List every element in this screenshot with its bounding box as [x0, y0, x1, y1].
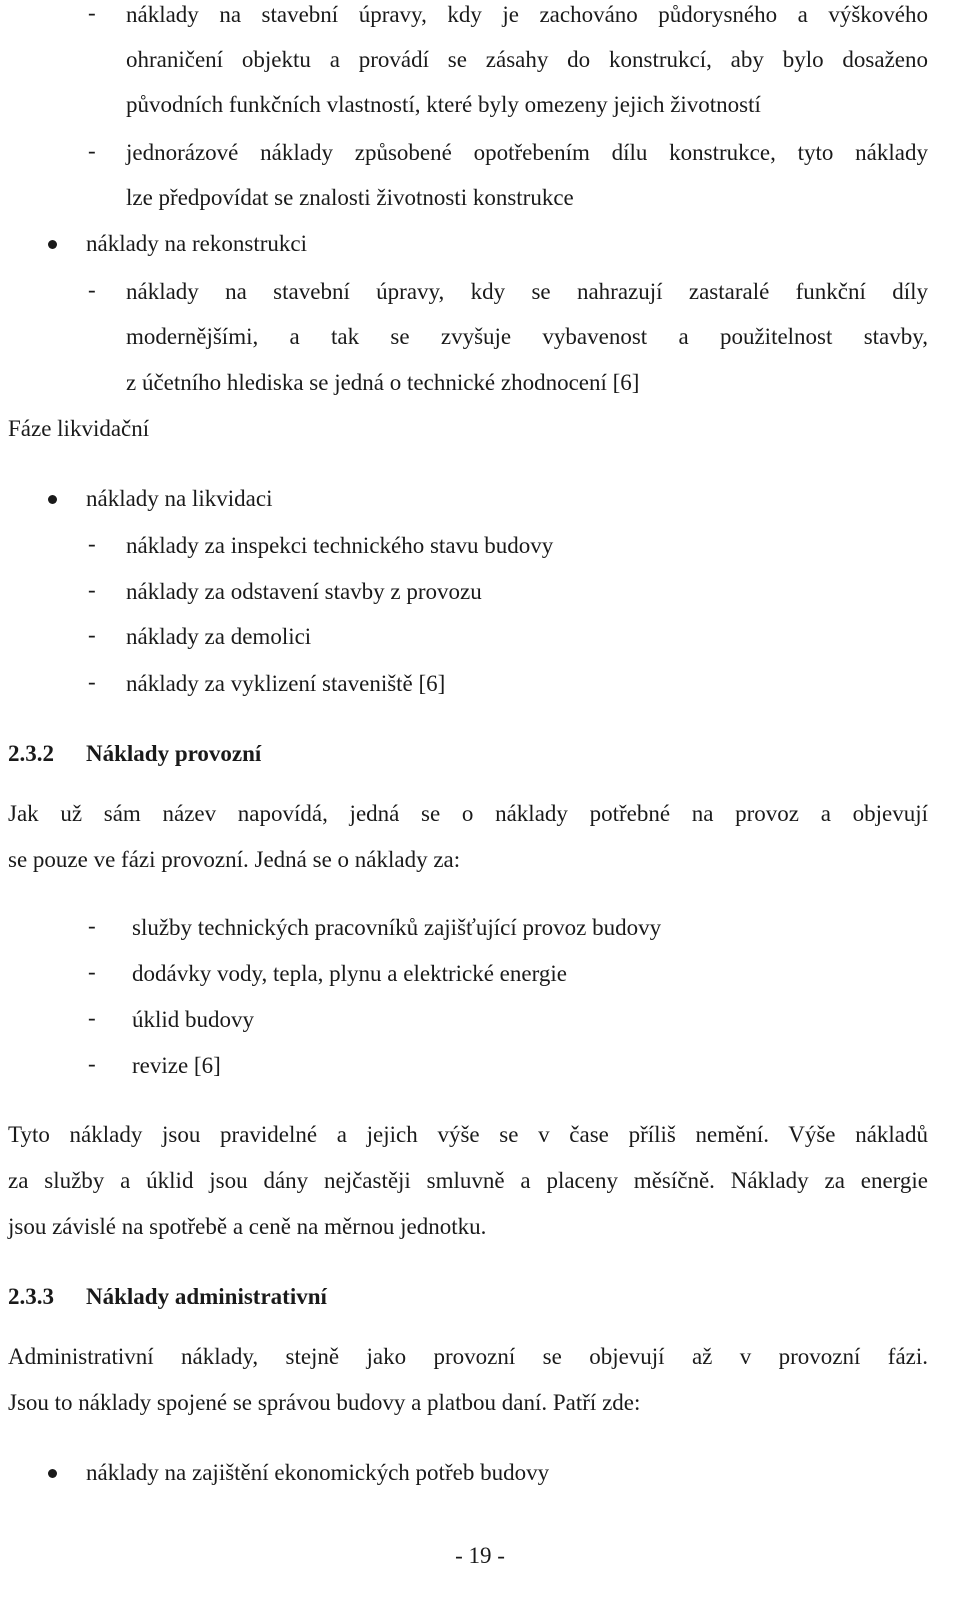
list-item-text: lze předpovídat se znalosti životnosti konstrukce — [126, 185, 574, 210]
list-dash: - — [88, 669, 96, 694]
phase-heading: Fáze likvidační — [8, 416, 150, 441]
bullet-item-text: náklady na likvidaci — [86, 486, 273, 511]
list-item-text: revize [6] — [132, 1053, 221, 1078]
paragraph-line: jsou závislé na spotřebě a ceně na měrnou jednotku. — [8, 1214, 487, 1239]
list-dash: - — [88, 959, 96, 984]
bullet-icon — [48, 495, 57, 504]
list-dash: - — [88, 577, 96, 602]
list-item-text: náklady za inspekci technického stavu budovy — [126, 533, 554, 558]
list-dash: - — [88, 277, 96, 302]
list-item-text: dodávky vody, tepla, plynu a elektrické energie — [132, 961, 567, 986]
paragraph-line: Tyto náklady jsou pravidelné a jejich výše se v čase příliš nemění. Výše nákladů — [8, 1122, 928, 1147]
list-item-text: služby technických pracovníků zajišťující provoz budovy — [132, 915, 662, 940]
list-dash: - — [88, 138, 96, 163]
list-item-text: modernějšími, a tak se zvyšuje vybavenost a použitelnost stavby, — [126, 324, 928, 349]
section-number: 2.3.3 — [8, 1284, 54, 1309]
list-dash: - — [88, 1005, 96, 1030]
list-item-text: náklady na stavební úpravy, kdy se nahrazují zastaralé funkční díly — [126, 279, 928, 304]
list-dash: - — [88, 622, 96, 647]
page-number: - 19 - — [455, 1543, 505, 1568]
bullet-icon — [48, 1469, 57, 1478]
list-item-text: jednorázové náklady způsobené opotřebením dílu konstrukce, tyto náklady — [126, 140, 928, 165]
list-item-text: z účetního hlediska se jedná o technické zhodnocení [6] — [126, 370, 640, 395]
section-title: Náklady administrativní — [86, 1284, 327, 1309]
list-item-text: úklid budovy — [132, 1007, 255, 1032]
bullet-item-text: náklady na rekonstrukci — [86, 231, 307, 256]
bullet-icon — [48, 240, 57, 249]
list-dash: - — [88, 1051, 96, 1076]
list-dash: - — [88, 913, 96, 938]
paragraph-line: za služby a úklid jsou dány nejčastěji smluvně a placeny měsíčně. Náklady za energie — [8, 1168, 928, 1193]
paragraph-line: Jak už sám název napovídá, jedná se o náklady potřebné na provoz a objevují — [8, 801, 928, 826]
list-item-text: ohraničení objektu a provádí se zásahy do konstrukcí, aby bylo dosaženo — [126, 47, 928, 72]
bullet-item-text: náklady na zajištění ekonomických potřeb budovy — [86, 1460, 550, 1485]
list-item-text: náklady za vyklizení staveniště [6] — [126, 671, 446, 696]
section-number: 2.3.2 — [8, 741, 54, 766]
list-item-text: náklady za demolici — [126, 624, 312, 649]
section-title: Náklady provozní — [86, 741, 262, 766]
paragraph-line: Administrativní náklady, stejně jako provozní se objevují až v provozní fázi. — [8, 1344, 928, 1369]
paragraph-line: se pouze ve fázi provozní. Jedná se o náklady za: — [8, 847, 461, 872]
list-dash: - — [88, 0, 96, 25]
list-item-text: původních funkčních vlastností, které byly omezeny jejich životností — [126, 92, 761, 117]
paragraph-line: Jsou to náklady spojené se správou budovy a platbou daní. Patří zde: — [8, 1390, 641, 1415]
list-dash: - — [88, 531, 96, 556]
list-item-text: náklady na stavební úpravy, kdy je zachováno půdorysného a výškového — [126, 2, 928, 27]
list-item-text: náklady za odstavení stavby z provozu — [126, 579, 482, 604]
